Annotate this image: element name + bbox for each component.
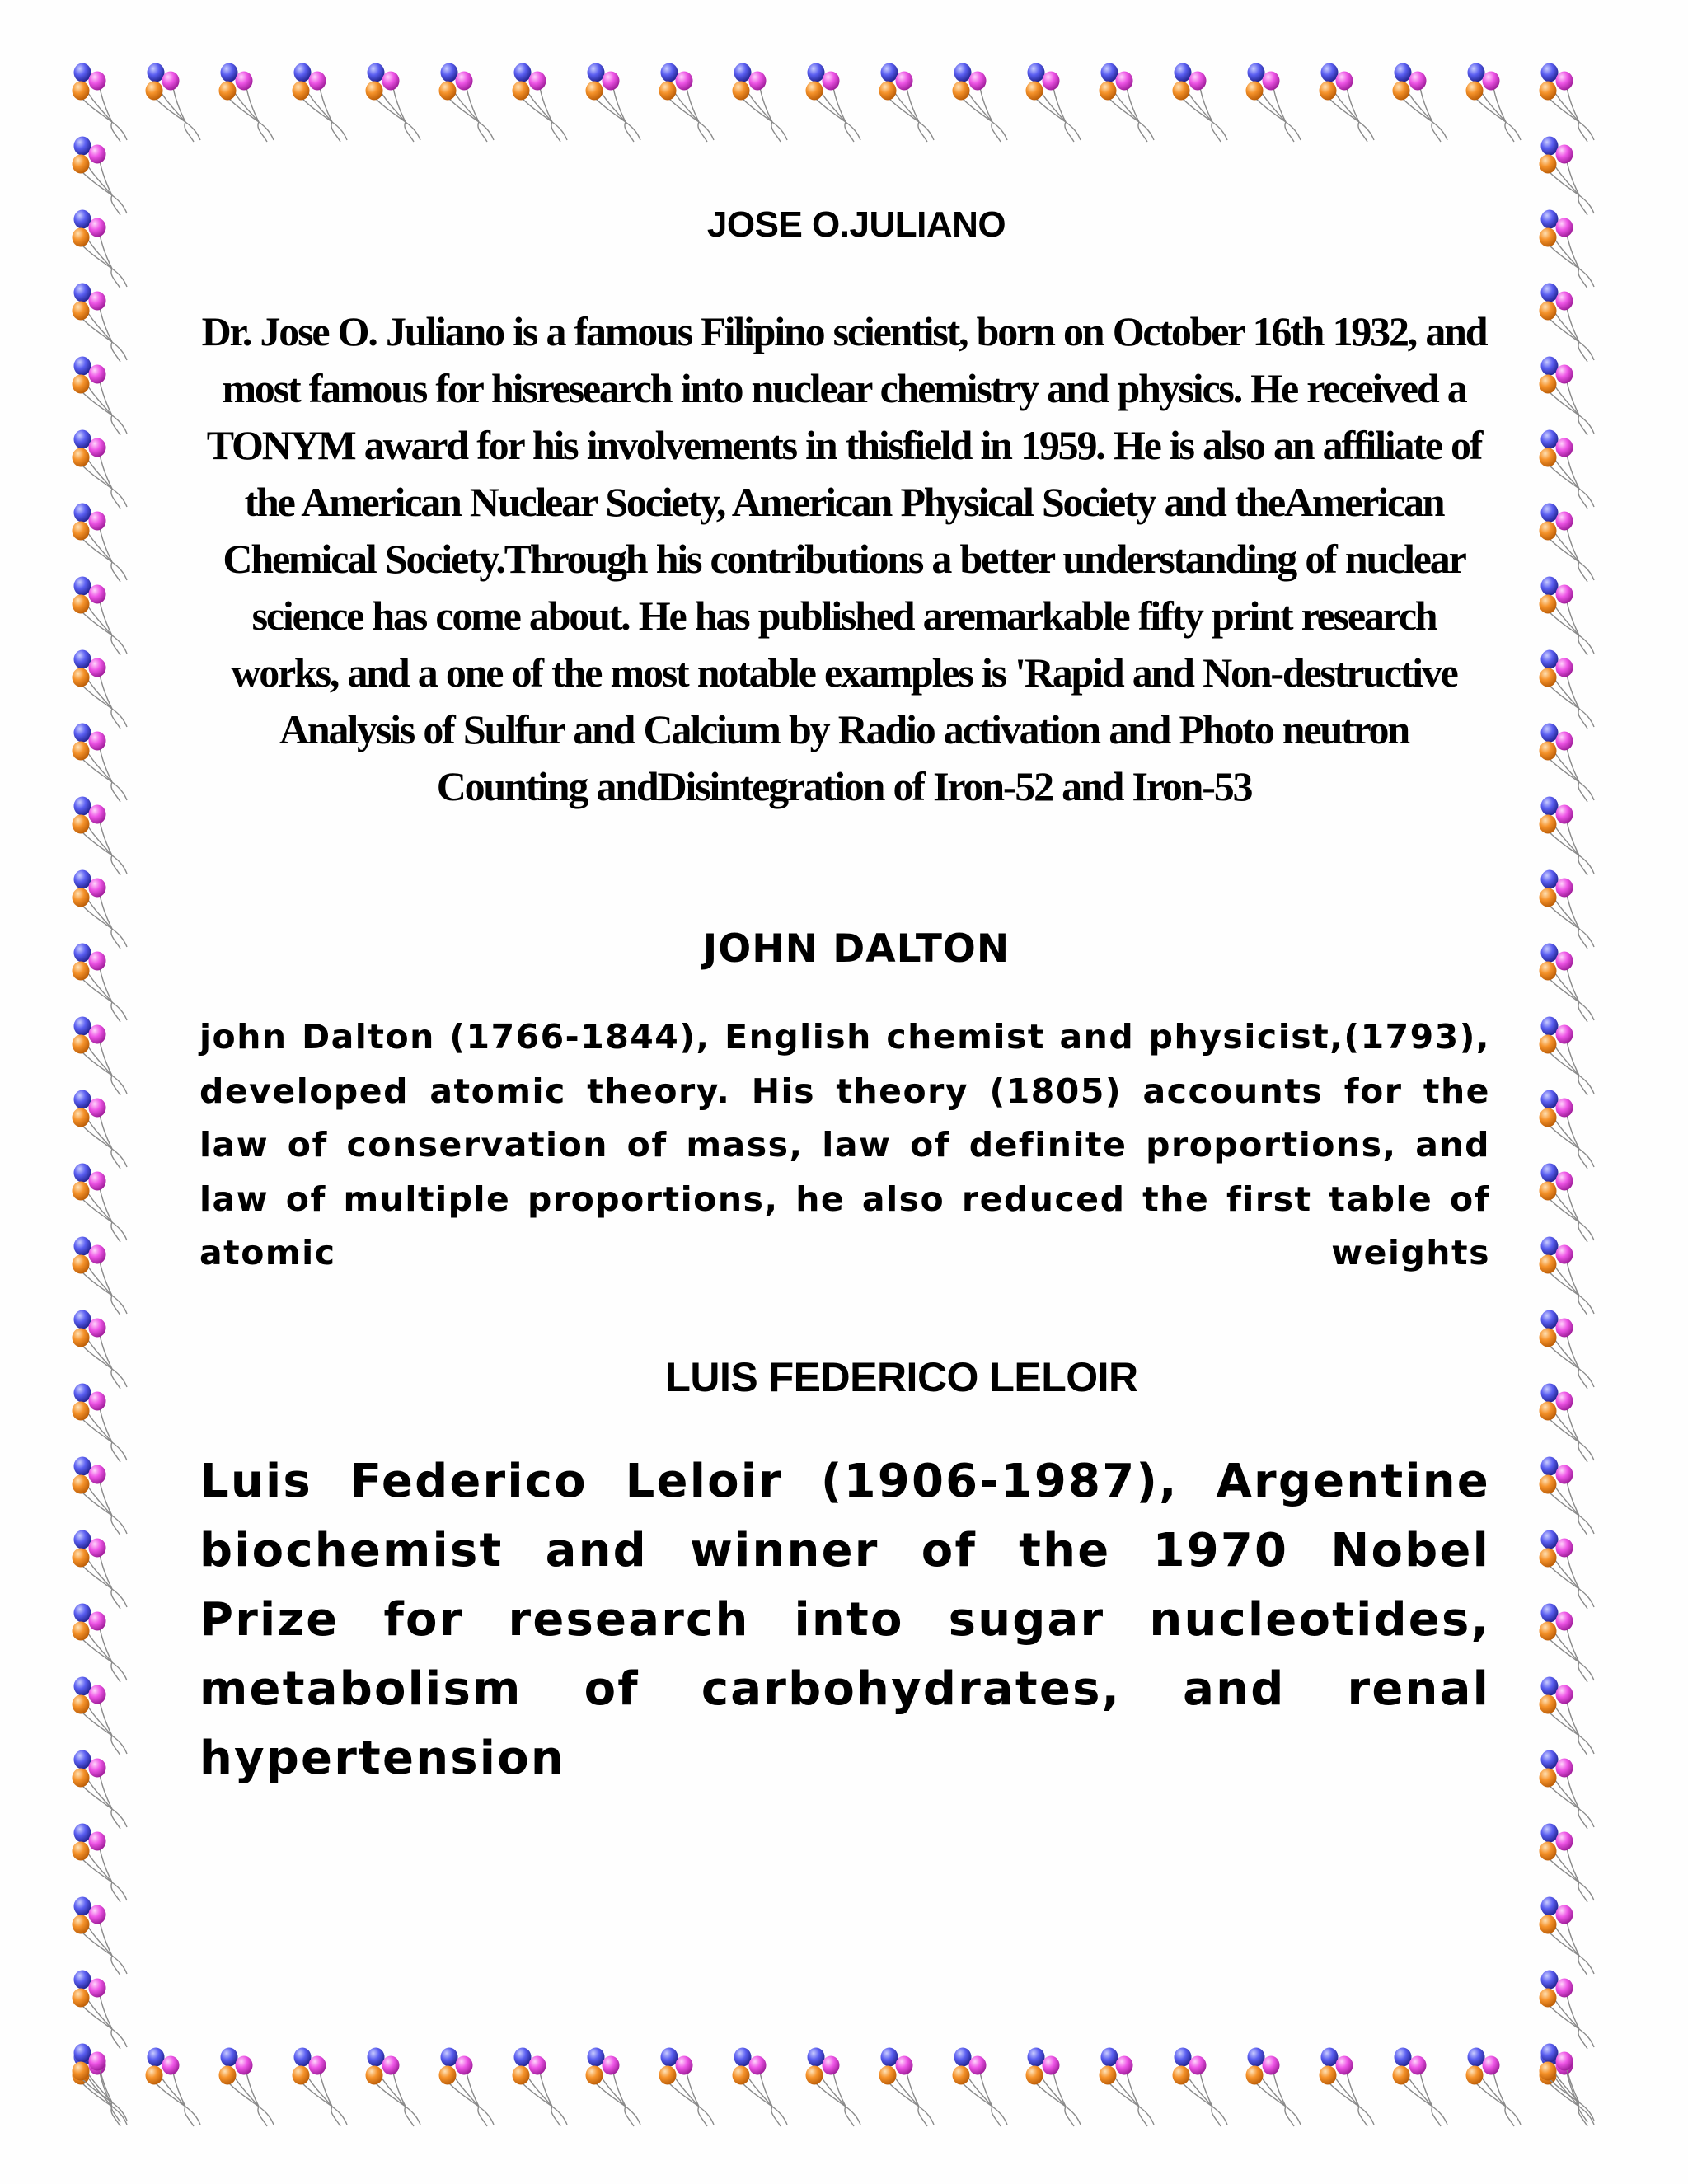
section-body-leloir: Luis Federico Leloir (1906-1987), Argentine biochemist and winner of the 1970 Nobel Prize for research into sugar nucleotides, metabolism of carbohydrates, and renal hypertension bbox=[199, 1455, 1490, 1785]
section-body-dalton: john Dalton (1766-1844), English chemist and physicist,(1793), developed atomic theory. His theory (1805) accounts for the law of conservation of mass, law of definite proportions, and law of multiple proportions, he also reduced the first table of atomic weights bbox=[199, 1017, 1490, 1272]
section-title-juliano: JOSE O.JULIANO bbox=[706, 204, 1006, 245]
section-title-dalton: JOHN DALTON bbox=[702, 926, 1010, 972]
section-body-juliano: Dr. Jose O. Juliano is a famous Filipino scientist, born on October 16th 1932, and most famous for hisresearch into nuclear chemistry and physics. He received a TONYM award for his involvements in thisfield in 1959. He is also an affiliate of the American Nuclear Society, American Physical Society and theAmerican Chemical Society.Through his contributions a better understanding of nuclear science has come about. He has published aremarkable fifty print research works, and a one of the most notable examples is 'Rapid and Non-destructive Analysis of Sulfur and Calcium by Radio activation and Photo neutron Counting andDisintegration of Iron-52 and Iron-53 bbox=[201, 308, 1487, 809]
section-title-leloir: LUIS FEDERICO LELOIR bbox=[665, 1354, 1138, 1400]
